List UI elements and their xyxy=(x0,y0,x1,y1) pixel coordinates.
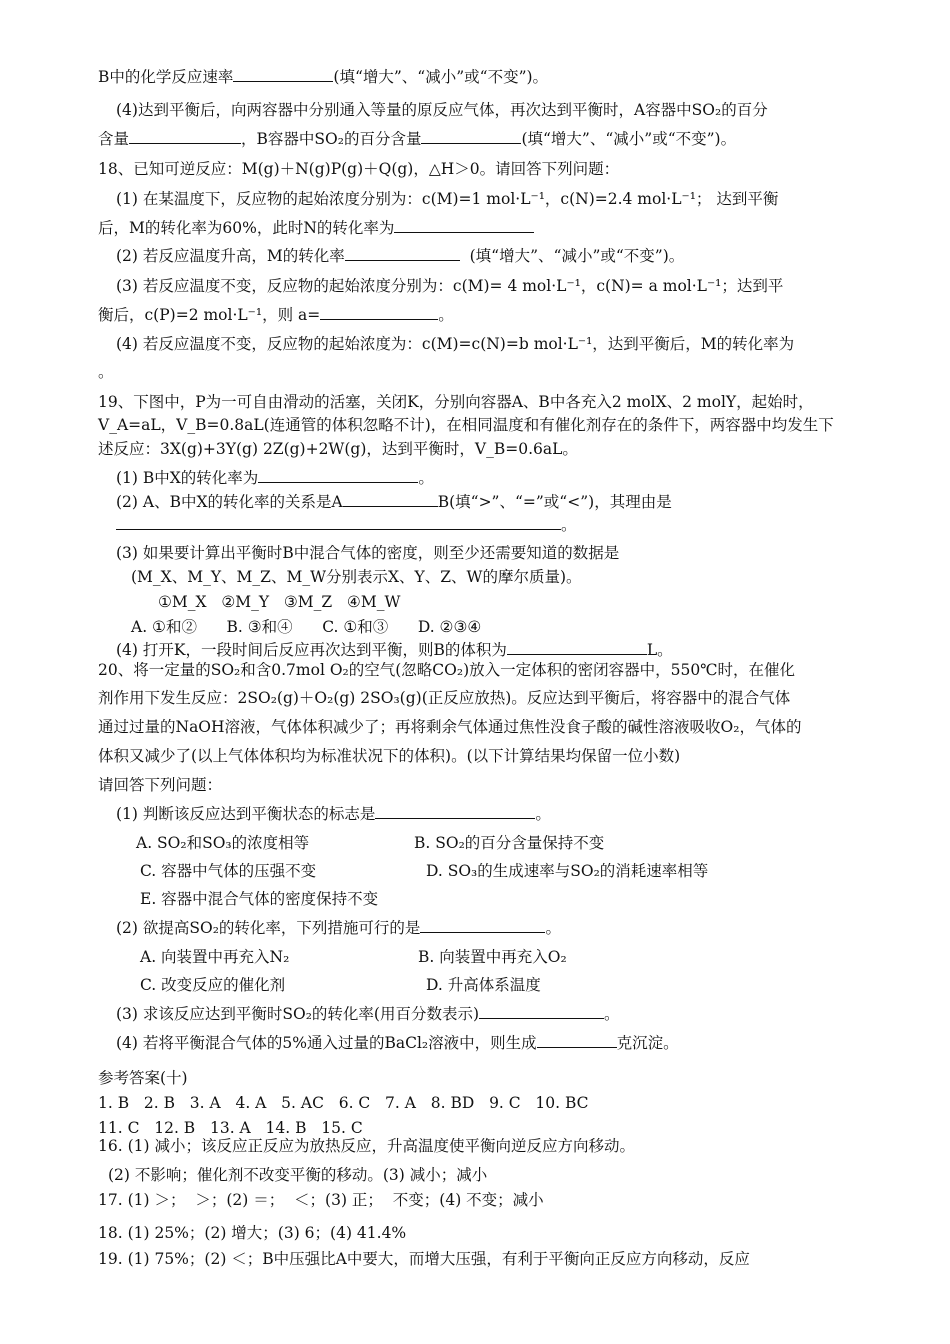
text-line: 衡后，c(P)=2 mol·L⁻¹，则 a= 。 xyxy=(98,306,454,324)
question-18-stem: 18、已知可逆反应：M(g)＋N(g)P(g)＋Q(g)，△H＞0。请回答下列问题： xyxy=(98,160,620,178)
answer-blank[interactable] xyxy=(394,218,534,233)
text-line: (2) 欲提高SO₂的转化率，下列措施可行的是 。 xyxy=(116,919,561,937)
options-line: A. ①和② B. ③和④ C. ①和③ D. ②③④ xyxy=(131,618,482,636)
answer-blank[interactable] xyxy=(537,1033,617,1048)
option-d: D. 升高体系温度 xyxy=(426,976,541,994)
text-line: (M_X、M_Y、M_Z、M_W分别表示X、Y、Z、W的摩尔质量)。 xyxy=(131,568,582,586)
answers-line: 1. B 2. B 3. A 4. A 5. AC 6. C 7. A 8. BD 9. C 10. BC xyxy=(98,1094,589,1112)
text-line: 述反应：3X(g)+3Y(g) 2Z(g)+2W(g)，达到平衡时，V_B=0.6aL。 xyxy=(98,440,578,458)
text-line: (3) 若反应温度不变，反应物的起始浓度分别为：c(M)= 4 mol·L⁻¹，c(N)= a mol·L⁻¹；达到平 xyxy=(116,277,784,295)
answer-blank[interactable] xyxy=(343,492,438,507)
text-line: (1) 在某温度下，反应物的起始浓度分别为：c(M)=1 mol·L⁻¹，c(N)=2.4 mol·L⁻¹； 达到平衡 xyxy=(116,190,779,208)
text-line: (1) 判断该反应达到平衡状态的标志是 。 xyxy=(116,805,551,823)
answers-line: 18. (1) 25%；(2) 增大；(3) 6；(4) 41.4% xyxy=(98,1224,407,1242)
text-line: 剂作用下发生反应：2SO₂(g)＋O₂(g) 2SO₃(g)(正反应放热)。反应达到平衡后，将容器中的混合气体 xyxy=(98,689,791,707)
answers-line: (2) 不影响；催化剂不改变平衡的移动。(3) 减小；减小 xyxy=(108,1166,488,1184)
text-line: 请回答下列问题： xyxy=(98,776,223,794)
text-line: (4) 打开K，一段时间后反应再次达到平衡，则B的体积为 L。 xyxy=(116,641,673,659)
answer-blank[interactable] xyxy=(116,515,561,530)
text-line: (3) 求该反应达到平衡时SO₂的转化率(用百分数表示) 。 xyxy=(116,1005,620,1023)
answers-heading: 参考答案(十) xyxy=(98,1069,188,1087)
answer-blank[interactable] xyxy=(421,129,521,144)
text-line: 通过过量的NaOH溶液，气体体积减少了；再将剩余气体通过焦性没食子酸的碱性溶液吸收O₂，气体的 xyxy=(98,718,802,736)
question-20-stem: 20、将一定量的SO₂和含0.7mol O₂的空气(忽略CO₂)放入一定体积的密闭容器中，550℃时，在催化 xyxy=(98,661,796,679)
option-a: A. 向装置中再充入N₂ xyxy=(140,948,290,966)
answer-blank[interactable] xyxy=(375,804,535,819)
text-line: (3) 如果要计算出平衡时B中混合气体的密度，则至少还需要知道的数据是 xyxy=(116,544,620,562)
option-b: B. 向装置中再充入O₂ xyxy=(418,948,567,966)
options-line: ①M_X ②M_Y ③M_Z ④M_W xyxy=(158,593,401,611)
answers-line: 19. (1) 75%；(2) ＜；B中压强比A中要大，而增大压强，有利于平衡向正反应方向移动，反应 xyxy=(98,1250,750,1268)
text-line: 后，M的转化率为60%，此时N的转化率为 xyxy=(98,218,534,238)
text-line: (2) 若反应温度升高，M的转化率 (填“增大”、“减小”或“不变”)。 xyxy=(116,247,685,265)
answers-line: 17. (1) ＞； ＞；(2) ＝； ＜；(3) 正； 不变；(4) 不变；减小 xyxy=(98,1191,544,1209)
option-e: E. 容器中混合气体的密度保持不变 xyxy=(140,890,379,908)
text-line: B中的化学反应速率 (填“增大”、“减小”或“不变”)。 xyxy=(98,68,549,86)
text-line: (4)达到平衡后，向两容器中分别通入等量的原反应气体，再次达到平衡时，A容器中SO₂的百分 xyxy=(116,101,768,119)
answers-line: 11. C 12. B 13. A 14. B 15. C xyxy=(98,1119,363,1137)
text-line: 含量 ，B容器中SO₂的百分含量 (填“增大”、“减小”或“不变”)。 xyxy=(98,130,737,148)
text-line: (4) 若将平衡混合气体的5%通入过量的BaCl₂溶液中，则生成 克沉淀。 xyxy=(116,1034,679,1052)
text-line: 。 xyxy=(116,515,577,535)
option-d: D. SO₃的生成速率与SO₂的消耗速率相等 xyxy=(426,862,709,880)
answer-blank[interactable] xyxy=(320,305,438,320)
text-line: 体积又减少了(以上气体体积均为标准状况下的体积)。(以下计算结果均保留一位小数) xyxy=(98,747,681,765)
text-line: (4) 若反应温度不变，反应物的起始浓度为：c(M)=c(N)=b mol·L⁻¹，达到平衡后，M的转化率为 xyxy=(116,335,795,353)
option-a: A. SO₂和SO₃的浓度相等 xyxy=(136,834,310,852)
answer-blank[interactable] xyxy=(233,67,333,82)
answer-blank[interactable] xyxy=(345,246,460,261)
text-line: V_A=aL，V_B=0.8aL(连通管的体积忽略不计)，在相同温度和有催化剂存在的条件下，两容器中均发生下 xyxy=(98,416,834,434)
question-19-stem: 19、下图中，P为一可自由滑动的活塞，关闭K，分别向容器A、B中各充入2 molX、2 molY，起始时， xyxy=(98,393,814,411)
text-line: (2) A、B中X的转化率的关系是A B(填“>”、“=”或“<”)，其理由是 xyxy=(116,493,672,511)
answer-blank[interactable] xyxy=(129,129,241,144)
answer-blank[interactable] xyxy=(420,918,545,933)
answers-line: 16. (1) 减小；该反应正反应为放热反应，升高温度使平衡向逆反应方向移动。 xyxy=(98,1137,635,1155)
option-c: C. 容器中气体的压强不变 xyxy=(140,862,317,880)
text-line: 。 xyxy=(98,363,114,381)
option-c: C. 改变反应的催化剂 xyxy=(140,976,286,994)
answer-blank[interactable] xyxy=(258,468,418,483)
answer-blank[interactable] xyxy=(507,640,647,655)
text-line: (1) B中X的转化率为 。 xyxy=(116,469,434,487)
option-b: B. SO₂的百分含量保持不变 xyxy=(414,834,605,852)
answer-blank[interactable] xyxy=(479,1004,604,1019)
